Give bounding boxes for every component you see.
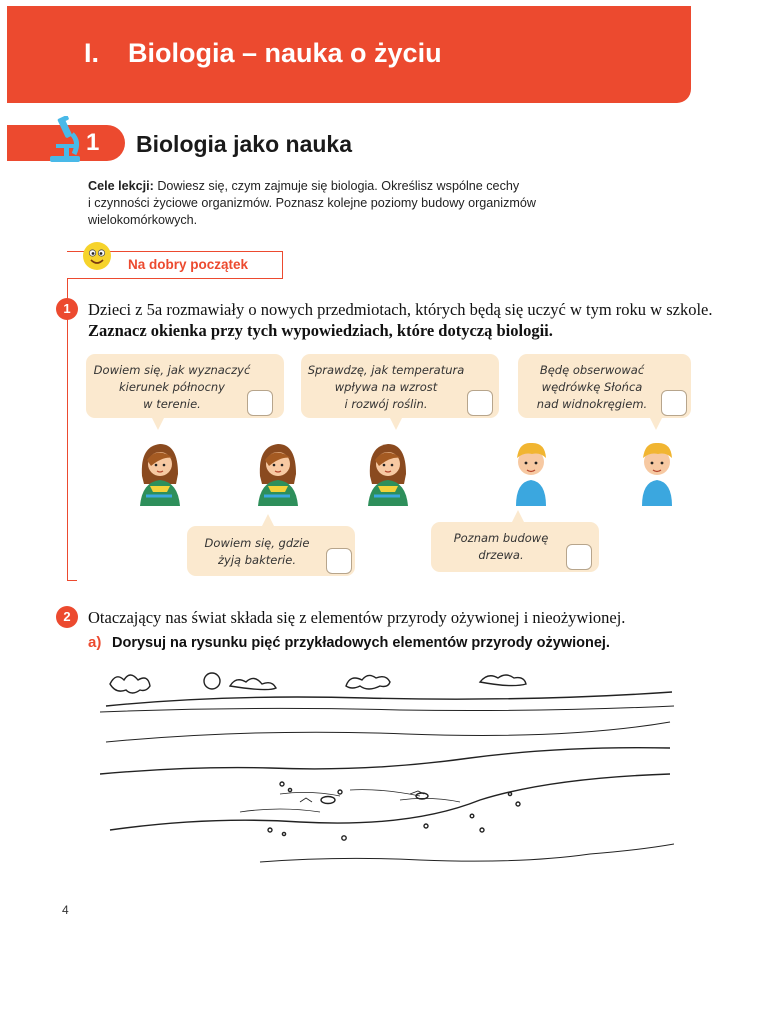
warmup-label: Na dobry początek <box>128 257 249 272</box>
bubble-line: żyją bakterie. <box>218 553 296 567</box>
bubble-line: Poznam budowę <box>453 531 549 545</box>
bubble-line: nad widnokręgiem. <box>536 397 648 411</box>
bubble-line: Sprawdzę, jak temperatura <box>307 363 465 377</box>
girl-figure <box>254 440 300 506</box>
bubble-line: wędrówkę Słońca <box>541 380 643 394</box>
lesson-goals <box>88 178 608 229</box>
bubble-text <box>192 535 322 569</box>
chapter-title <box>84 38 442 69</box>
exercise-number-2: 2 <box>56 606 78 628</box>
boy-figure <box>508 440 554 506</box>
goals-line: i czynności życiowe organizmów. Poznasz kolejne poziomy budowy organizmów <box>88 196 536 210</box>
bubble-text <box>436 530 566 564</box>
goals-line: Dowiesz się, czym zajmuje się biologia. Określisz wspólne cechy <box>157 179 520 193</box>
bubble-tail <box>262 514 274 526</box>
exercise2a-task: Dorysuj na rysunku pięć przykładowych elementów przyrody ożywionej. <box>112 635 610 651</box>
lesson-number: 1 <box>86 129 100 156</box>
bubble-tail <box>152 418 164 430</box>
bubble-line: Dowiem się, gdzie <box>204 536 310 550</box>
exercise2-intro: Otaczający nas świat składa się z elementów przyrody ożywionej i nieożywionej. <box>88 608 626 627</box>
bubble-line: drzewa. <box>478 548 524 562</box>
answer-checkbox[interactable] <box>247 390 273 416</box>
warmup-frame-bottom <box>67 580 77 581</box>
bubble-line: kierunek północny <box>118 380 225 394</box>
lesson-title: Biologia jako nauka <box>136 131 352 157</box>
bubble-tail <box>650 418 662 430</box>
smiley-icon <box>82 241 112 271</box>
page-number: 4 <box>62 903 69 917</box>
chapter-number: I. <box>84 38 100 68</box>
chapter-title-text: Biologia – nauka o życiu <box>128 38 442 68</box>
bubble-line: w terenie. <box>143 397 201 411</box>
boy-figure <box>634 440 680 506</box>
girl-figure <box>136 440 182 506</box>
bubble-line: i rozwój roślin. <box>344 397 428 411</box>
goals-label: Cele lekcji: <box>88 179 154 193</box>
answer-checkbox[interactable] <box>661 390 687 416</box>
answer-checkbox[interactable] <box>467 390 493 416</box>
exercise1-task: Zaznacz okienka przy tych wypowiedziach, które dotyczą biologii. <box>88 321 553 340</box>
bubble-text <box>92 362 252 413</box>
bubble-tail <box>512 510 524 522</box>
goals-line: wielokomórkowych. <box>88 213 198 227</box>
bubble-line: wpływa na wzrost <box>334 380 438 394</box>
exercise1-instruction: Dzieci z 5a rozmawiały o nowych przedmiotach, których będą się uczyć w tym roku w szkole. <box>88 300 713 319</box>
bubble-text <box>522 362 662 413</box>
exercise-number-1: 1 <box>56 298 78 320</box>
bubble-line: Będę obserwować <box>539 363 645 377</box>
bubble-text <box>306 362 466 413</box>
answer-checkbox[interactable] <box>566 544 592 570</box>
bubble-tail <box>390 418 402 430</box>
exercise2a-label: a) <box>88 634 102 651</box>
girl-figure <box>364 440 410 506</box>
river-landscape-drawing[interactable] <box>100 662 674 888</box>
answer-checkbox[interactable] <box>326 548 352 574</box>
bubble-line: Dowiem się, jak wyznaczyć <box>93 363 251 377</box>
microscope-icon <box>44 116 86 166</box>
